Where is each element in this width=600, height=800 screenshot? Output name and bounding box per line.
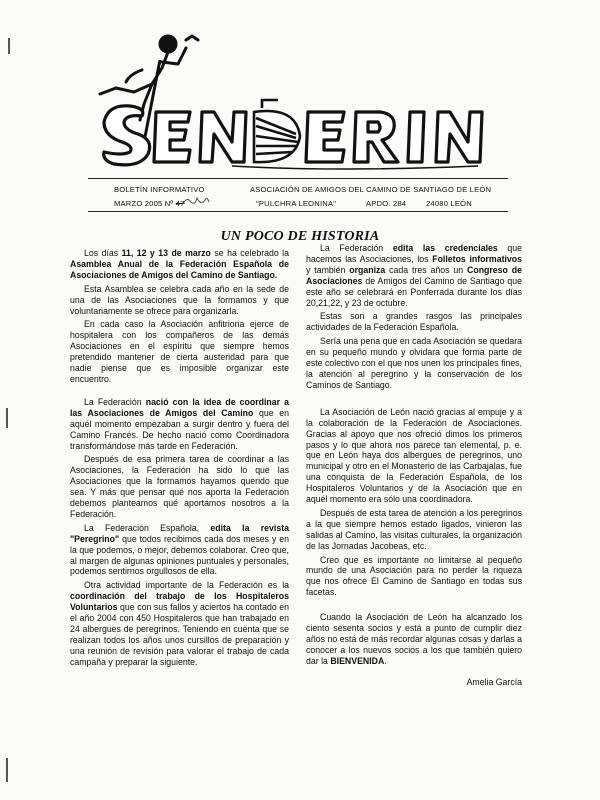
association-postal-city: 24080 LEÓN [426,199,472,208]
paragraph: Otra actividad importante de la Federación es la coordinación del trabajo de los Hospitaleros Voluntarios que con sus fallos y aciertos ha contado en el año 2004 con 450 Hospitaleros que han trabajado en 24 albergues de peregrinos. Teniendo en cuenta que se realizan todos los años unos cursillos de preparación y una reunión de revisión para valorar el trabajo de cada campaña y preparar la siguiente. [70,580,289,667]
paragraph: Creo que es importante no limitarse al pequeño mundo de una Asociación para no perder la riqueza que nos ofrece El Camino de Santiago en todas sus facetas. [306,554,522,598]
article-title: UN POCO DE HISTORIA [220,229,380,244]
paragraph: En cada caso la Asociación anfitriona ejerce de hospitalera con los compañeros de las demás Asociaciones en el espíritu que siempre hemos pretendido mantener de cierta austeridad para que nadie piense que es imposible organizar este encuentro. [70,319,289,384]
scan-mark-top-left [8,38,10,54]
handwritten-issue-correction [181,194,211,208]
masthead-top-rule [88,178,508,179]
paragraph: Los días 11, 12 y 13 de marzo se ha celebrado la Asamblea Anual de la Federación Española de Asociaciones de Amigos del Camino de Santiago. [70,248,289,280]
scan-mark-mid-left [6,408,8,428]
association-name: ASOCIACIÓN DE AMIGOS DEL CAMINO DE SANTIAGO DE LEÓN [250,185,492,194]
paragraph: La Federación edita las credenciales que hacemos las Asociaciones, los Folletos informativos y también organiza cada tres años un Congreso de Asociaciones de Amigos del Camino de Santiago que este año se celebrará en Ponferrada durante los días 20,21,22, y 23 de octubre. [306,243,523,308]
paragraph: Cuando la Asociación de León ha alcanzado los ciento sesenta socios y está a punto de cumplir diez años no está de más recordar algunas cosas y darlas a conocer a los nuevos socios a los que también quiero dar la BIENVENIDA. [306,612,522,666]
senderin-logo [82,30,512,180]
paragraph: Después de esta tarea de atención a los peregrinos a la que siempre hemos estado ligados, vinieron las salidas al Camino, las visitas culturales, la organización de las Jornadas Jacobeas, etc. [306,507,522,551]
paragraph: La Asociación de León nació gracias al empuje y a la colaboración de la Federación de Asociaciones. Gracias al apoyo que nos ofreció dimos los primeros pasos y lo que ahora nos parece tan elemental, p. e. que en León haya dos albergues de peregrinos, uno municipal y otro en el Monasterio de las Carbajalas, fue una conquista de la Federación Española, de los Hospitaleros Voluntarios y de la Asociación que en aquél momento era sólo una coordinadora. [306,406,522,505]
scallop-shell-icon [254,100,300,162]
masthead-bottom-rule [88,211,508,212]
author-signature: Amelia García [466,676,522,687]
scan-mark-bottom-left [6,758,8,782]
paragraph: Sería una pena que en cada Asociación se quedara en su pequeño mundo y olvidara que forma parte de este colectivo con el que nos unen los principales fines, la atención al peregrino y la conservación de los Caminos de Santiago. [306,336,522,390]
association-po-box: APDO. 284 [366,199,407,208]
paragraph: La Federación Española, edita la revista "Peregrino" que todos recibimos cada dos meses y en la que podemos, o mejor, debemos colaborar. Creo que, al margen de algunas opiniones puntuales y personales, podemos sentirnos orgullosos de ella. [70,522,289,577]
article-left-column [70,248,289,671]
issue-number: 47 [175,199,185,208]
paragraph: Esta Asamblea se celebra cada año en la sede de una de las Asociaciones que la formamos y que voluntariamente se ofrece para organizarla. [70,283,289,316]
paragraph: Después de esa primera tarea de coordinar a las Asociaciones, la Federación ha sido lo que las Asociaciones que la formamos hayamos querido que sea. Y más que pensar qué nos aporta la Federación debemos planteamos qué aportamos nosotros a la Federación. [70,454,289,519]
article-right-column [306,243,522,691]
senderin-logo-drawing [82,30,512,180]
logo-underline [232,166,478,169]
bulletin-date: MARZO 2005 Nº [114,199,174,208]
bulletin-date-label [114,199,185,208]
paragraph: Estas son a grandes rasgos las principales actividades de la Federación Española. [306,311,522,333]
bulletin-label: BOLETÍN INFORMATIVO [114,185,205,194]
association-motto: "PULCHRA LEONINA" [256,199,337,208]
paragraph: La Federación nació con la idea de coordinar a las Asociaciones de Amigos del Camino que en aquél momento empezaban a surgir dentro y fuera del Camino Francés. De hecho nació como Coordinadora transformándose más tarde en Federación. [70,396,290,451]
